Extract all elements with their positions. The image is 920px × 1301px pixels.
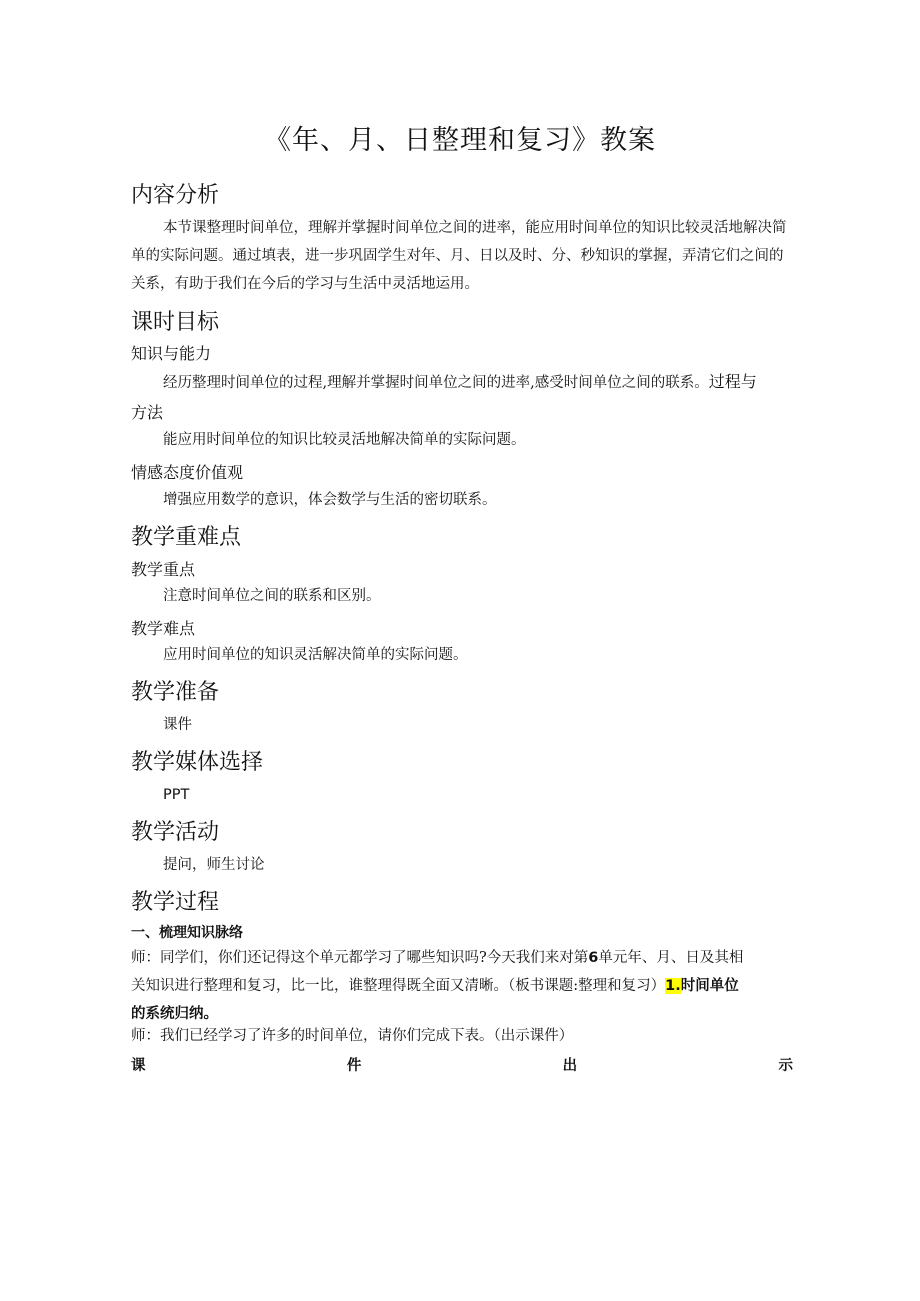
goal-attitude-text: 增强应用数学的意识，体会数学与生活的密切联系。 xyxy=(163,492,497,508)
spread-char-1: 课 xyxy=(131,1058,146,1074)
heading-preparation: 教学准备 xyxy=(131,680,220,705)
teaching-difficulty-text: 应用时间单位的知识灵活解决简单的实际问题。 xyxy=(163,647,468,663)
teaching-focus-text: 注意时间单位之间的联系和区别。 xyxy=(163,588,381,604)
step-one-heading: 一、梳理知识脉络 xyxy=(131,925,243,941)
heading-key-points: 教学重难点 xyxy=(131,525,242,550)
goal-knowledge-text xyxy=(131,368,793,397)
process-line-1 xyxy=(131,944,793,972)
spread-char-4: 示 xyxy=(778,1058,793,1074)
activities-text: 提问，师生讨论 xyxy=(163,857,265,873)
bold-time-unit: 时间单位 xyxy=(680,978,739,994)
subheading-teaching-focus: 教学重点 xyxy=(131,560,196,579)
process-paragraph xyxy=(131,944,793,1028)
goal-process-text: 能应用时间单位的知识比较灵活地解决简单的实际问题。 xyxy=(163,432,526,448)
process-line-3: 的系统归纳。 xyxy=(131,1006,218,1022)
heading-content-analysis: 内容分析 xyxy=(131,183,220,208)
subheading-teaching-difficulty: 教学难点 xyxy=(131,619,196,638)
content-analysis-text: 本节课整理时间单位，理解并掌握时间单位之间的进率，能应用时间单位的知识比较灵活地解决简单的实际问题。通过填表，进一步巩固学生对年、月、日以及时、分、秒知识的掌握，弄清它们之间的关系，有助于我们在今后的学习与生活中灵活地运用。 xyxy=(131,220,787,292)
media-text: PPT xyxy=(163,787,190,803)
process-line-1-a: 师：同学们，你们还记得这个单元都学习了哪些知识吗?今天我们来对第 xyxy=(131,950,589,966)
heading-activities: 教学活动 xyxy=(131,820,220,845)
preparation-text: 课件 xyxy=(163,717,192,733)
subheading-process-method-a: 过程与 xyxy=(708,372,757,391)
process-teacher-text: 师：我们已经学习了许多的时间单位，请你们完成下表。（出示课件） xyxy=(131,1028,574,1044)
heading-media: 教学媒体选择 xyxy=(131,750,264,775)
spread-line xyxy=(131,1054,793,1075)
process-line-2-text: 关知识进行整理和复习，比一比，谁整理得既全面又清晰。（板书课题:整理和复习） xyxy=(131,978,666,994)
highlighted-number: 1. xyxy=(665,978,681,994)
goal-knowledge-body: 经历整理时间单位的过程,理解并掌握时间单位之间的进率,感受时间单位之间的联系。 xyxy=(163,375,709,391)
subheading-knowledge-ability: 知识与能力 xyxy=(131,344,212,363)
process-line-1-b: 单元年、月、日及其相 xyxy=(598,950,744,966)
spread-char-3: 出 xyxy=(562,1058,578,1074)
document-title: 《年、月、日整理和复习》教案 xyxy=(264,125,656,156)
heading-lesson-goals: 课时目标 xyxy=(131,310,220,335)
subheading-attitude-values: 情感态度价值观 xyxy=(131,463,244,482)
spread-char-2: 件 xyxy=(346,1058,362,1074)
unit-number: 6 xyxy=(588,950,599,966)
process-line-2 xyxy=(131,972,793,1000)
heading-process: 教学过程 xyxy=(131,890,220,915)
subheading-process-method-b: 方法 xyxy=(131,403,164,422)
